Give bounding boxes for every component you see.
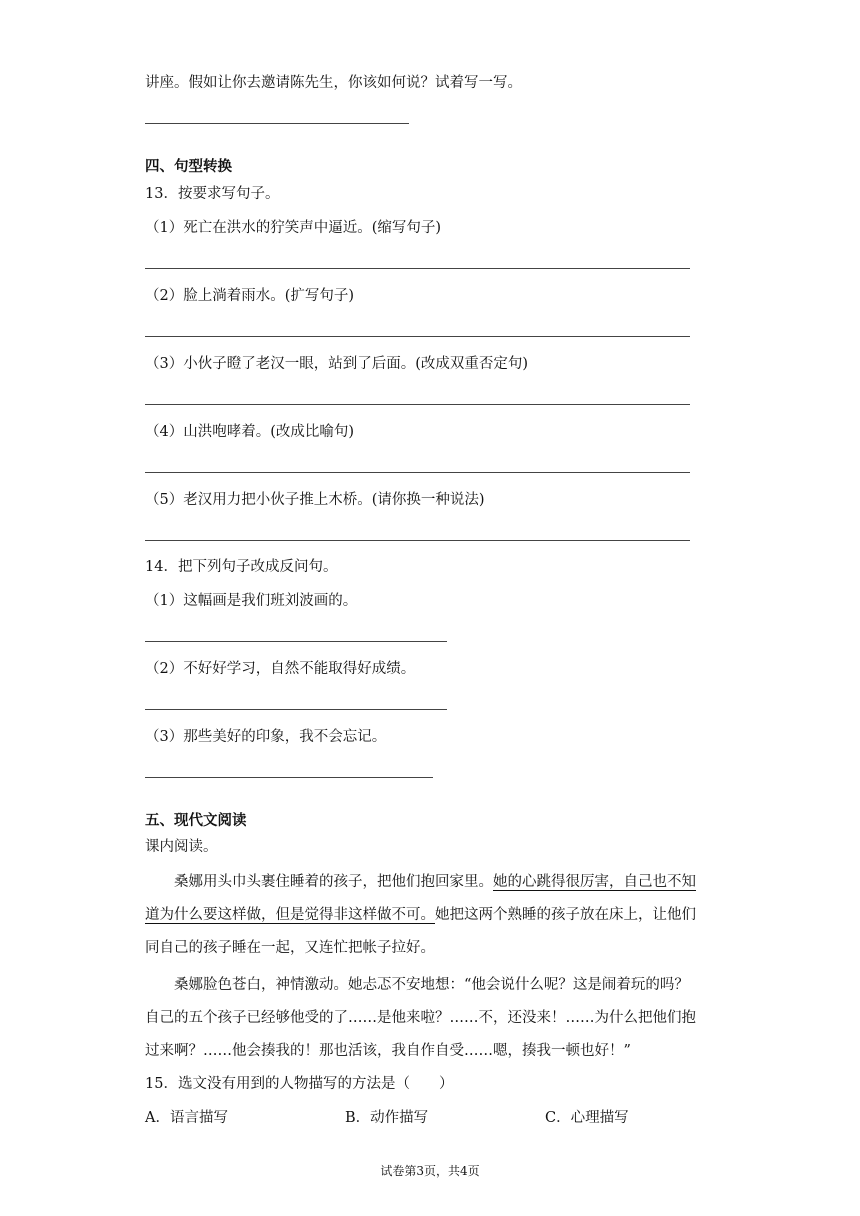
section-title: 四、句型转换 <box>145 159 232 175</box>
question-14-stem: 14．把下列句子改成反问句。 <box>145 559 338 575</box>
section-title: 五、现代文阅读 <box>145 813 247 829</box>
q13-item-5: （5）老汉用力把小伙子推上木桥。(请你换一种说法) <box>145 492 485 508</box>
q13-item-3: （3）小伙子瞪了老汉一眼，站到了后面。(改成双重否定句) <box>145 356 529 372</box>
option-c[interactable]: C．心理描写 <box>545 1110 629 1126</box>
page-footer: 试卷第3页，共4页 <box>380 1164 480 1178</box>
option-a[interactable]: A．语言描写 <box>145 1110 228 1126</box>
passage-line: 同自己的孩子睡在一起，又连忙把帐子拉好。 <box>145 940 435 956</box>
answer-line <box>145 268 690 269</box>
passage-line <box>145 905 696 925</box>
answer-line <box>145 540 690 541</box>
answer-line <box>145 709 447 710</box>
answer-line <box>145 404 690 405</box>
passage-line: 过来啊？……他会揍我的！那也活该，我自作自受……嗯，揍我一顿也好！” <box>145 1043 631 1059</box>
passage-line: 自己的五个孩子已经够他受的了……是他来啦？……不，还没来！……为什么把他们抱 <box>145 1010 696 1026</box>
passage-text: 她把这两个熟睡的孩子放在床上，让他们 <box>435 907 696 923</box>
answer-line <box>145 123 409 124</box>
q13-item-2: （2）脸上淌着雨水。(扩写句子) <box>145 288 355 304</box>
q13-item-4: （4）山洪咆哮着。(改成比喻句) <box>145 424 355 440</box>
question-13-stem: 13．按要求写句子。 <box>145 186 280 202</box>
passage-text: 桑娜用头巾头裹住睡着的孩子，把他们抱回家里。 <box>174 874 493 890</box>
q14-item-2: （2）不好好学习，自然不能取得好成绩。 <box>145 661 416 677</box>
q14-item-3: （3）那些美好的印象，我不会忘记。 <box>145 729 387 745</box>
answer-line <box>145 777 433 778</box>
option-b[interactable]: B．动作描写 <box>345 1110 429 1126</box>
underlined-sentence: 她的心跳得很厉害，自己也不知 <box>493 874 696 890</box>
answer-line <box>145 641 447 642</box>
underlined-sentence: 道为什么要这样做，但是觉得非这样做不可。 <box>145 907 435 923</box>
q12-text: 讲座。假如让你去邀请陈先生，你该如何说？试着写一写。 <box>145 75 522 91</box>
passage-line: 桑娜脸色苍白，神情激动。她忐忑不安地想：“他会说什么呢？这是闹着玩的吗？ <box>174 977 689 993</box>
answer-line <box>145 472 690 473</box>
reading-passage <box>145 872 717 1059</box>
reading-intro: 课内阅读。 <box>145 839 218 855</box>
q14-item-1: （1）这幅画是我们班刘波画的。 <box>145 593 358 609</box>
q13-item-1: （1）死亡在洪水的狞笑声中逼近。(缩写句子) <box>145 220 442 236</box>
answer-line <box>145 336 690 337</box>
question-15-stem: 15．选文没有用到的人物描写的方法是（ ） <box>145 1076 454 1092</box>
passage-line <box>174 872 696 892</box>
